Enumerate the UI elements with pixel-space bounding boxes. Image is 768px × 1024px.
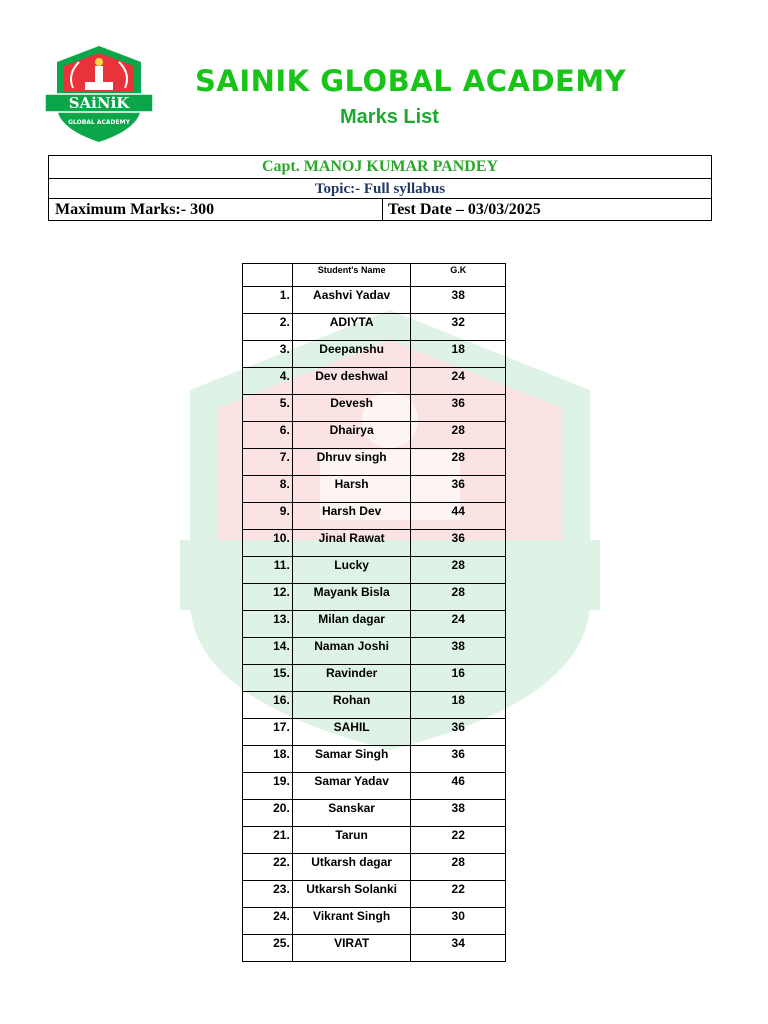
table-row [243, 314, 506, 341]
row-serial: 1. [243, 287, 293, 314]
table-row [243, 449, 506, 476]
row-serial: 4. [243, 368, 293, 395]
table-row [243, 881, 506, 908]
svg-text:SAiNiK: SAiNiK [68, 94, 130, 112]
gk-mark: 36 [411, 530, 506, 557]
student-name: Samar Yadav [292, 773, 411, 800]
row-serial: 15. [243, 665, 293, 692]
student-name: Naman Joshi [292, 638, 411, 665]
student-name: Deepanshu [292, 341, 411, 368]
student-name: Mayank Bisla [292, 584, 411, 611]
row-serial: 25. [243, 935, 293, 962]
gk-mark: 36 [411, 719, 506, 746]
table-row [243, 908, 506, 935]
student-name: Utkarsh Solanki [292, 881, 411, 908]
row-serial: 10. [243, 530, 293, 557]
row-serial: 14. [243, 638, 293, 665]
teacher-name: Capt. MANOJ KUMAR PANDEY [49, 156, 711, 179]
table-row [243, 422, 506, 449]
gk-mark: 18 [411, 341, 506, 368]
gk-mark: 22 [411, 827, 506, 854]
gk-mark: 38 [411, 800, 506, 827]
table-row [243, 584, 506, 611]
student-name: Lucky [292, 557, 411, 584]
student-name: Ravinder [292, 665, 411, 692]
test-date: Test Date – 03/03/2025 [388, 201, 541, 218]
student-name: Harsh Dev [292, 503, 411, 530]
row-serial: 16. [243, 692, 293, 719]
row-serial: 11. [243, 557, 293, 584]
student-name: Dev deshwal [292, 368, 411, 395]
row-serial: 5. [243, 395, 293, 422]
table-row [243, 746, 506, 773]
row-serial: 21. [243, 827, 293, 854]
table-row [243, 557, 506, 584]
row-serial: 3. [243, 341, 293, 368]
gk-mark: 18 [411, 692, 506, 719]
table-row [243, 854, 506, 881]
student-name: Devesh [292, 395, 411, 422]
row-serial: 8. [243, 476, 293, 503]
gk-mark: 36 [411, 746, 506, 773]
table-row [243, 395, 506, 422]
table-row [243, 800, 506, 827]
table-row [243, 719, 506, 746]
marks-list-title: Marks List [340, 106, 439, 128]
student-name: Harsh [292, 476, 411, 503]
student-name: ADIYTA [292, 314, 411, 341]
table-row [243, 935, 506, 962]
student-name: Aashvi Yadav [292, 287, 411, 314]
table-row [243, 665, 506, 692]
student-name: Vikrant Singh [292, 908, 411, 935]
table-row [243, 773, 506, 800]
row-serial: 9. [243, 503, 293, 530]
row-serial: 12. [243, 584, 293, 611]
svg-text:GLOBAL ACADEMY: GLOBAL ACADEMY [68, 119, 130, 126]
student-name: Rohan [292, 692, 411, 719]
student-name: Sanskar [292, 800, 411, 827]
student-name: Jinal Rawat [292, 530, 411, 557]
gk-mark: 28 [411, 557, 506, 584]
gk-mark: 36 [411, 395, 506, 422]
academy-name: SAINIK GLOBAL ACADEMY [195, 64, 627, 98]
table-row [243, 503, 506, 530]
row-serial: 24. [243, 908, 293, 935]
gk-mark: 28 [411, 422, 506, 449]
gk-mark: 24 [411, 611, 506, 638]
test-topic: Topic:- Full syllabus [49, 179, 711, 199]
test-info-box [48, 155, 712, 221]
gk-mark: 32 [411, 314, 506, 341]
column-header-name: Student's Name [292, 264, 411, 287]
gk-mark: 24 [411, 368, 506, 395]
table-row [243, 827, 506, 854]
row-serial: 7. [243, 449, 293, 476]
marks-table [242, 263, 506, 962]
table-header-row [243, 264, 506, 287]
gk-mark: 16 [411, 665, 506, 692]
row-serial: 20. [243, 800, 293, 827]
row-serial: 23. [243, 881, 293, 908]
gk-mark: 34 [411, 935, 506, 962]
table-row [243, 476, 506, 503]
gk-mark: 28 [411, 854, 506, 881]
gk-mark: 44 [411, 503, 506, 530]
row-serial: 6. [243, 422, 293, 449]
row-serial: 19. [243, 773, 293, 800]
student-name: Dhairya [292, 422, 411, 449]
student-name: Utkarsh dagar [292, 854, 411, 881]
row-serial: 17. [243, 719, 293, 746]
table-row [243, 530, 506, 557]
table-row [243, 638, 506, 665]
academy-logo [43, 44, 155, 144]
gk-mark: 36 [411, 476, 506, 503]
table-row [243, 368, 506, 395]
student-name: SAHIL [292, 719, 411, 746]
gk-mark: 30 [411, 908, 506, 935]
table-row [243, 287, 506, 314]
student-name: Samar Singh [292, 746, 411, 773]
gk-mark: 22 [411, 881, 506, 908]
gk-mark: 28 [411, 449, 506, 476]
row-serial: 22. [243, 854, 293, 881]
student-name: Dhruv singh [292, 449, 411, 476]
gk-mark: 38 [411, 638, 506, 665]
gk-mark: 38 [411, 287, 506, 314]
student-name: Milan dagar [292, 611, 411, 638]
column-header-gk: G.K [411, 264, 506, 287]
column-header-serial [243, 264, 293, 287]
gk-mark: 28 [411, 584, 506, 611]
table-row [243, 611, 506, 638]
gk-mark: 46 [411, 773, 506, 800]
table-row [243, 692, 506, 719]
student-name: VIRAT [292, 935, 411, 962]
maximum-marks: Maximum Marks:- 300 [49, 199, 383, 220]
table-row [243, 341, 506, 368]
row-serial: 2. [243, 314, 293, 341]
row-serial: 18. [243, 746, 293, 773]
row-serial: 13. [243, 611, 293, 638]
student-name: Tarun [292, 827, 411, 854]
